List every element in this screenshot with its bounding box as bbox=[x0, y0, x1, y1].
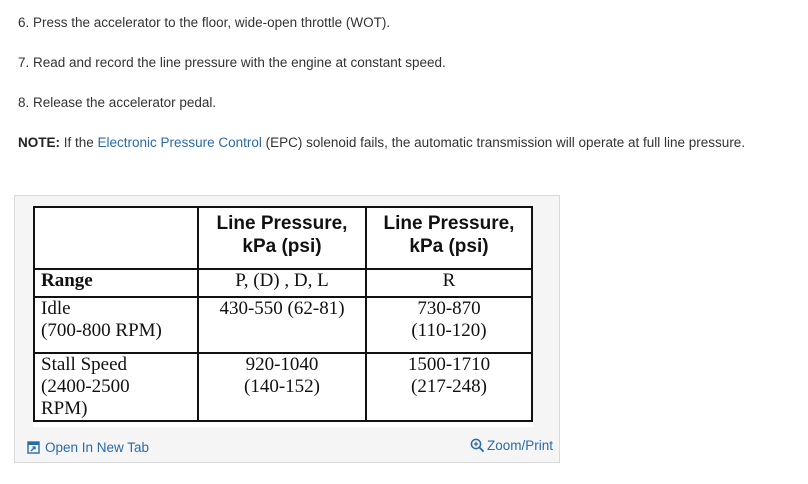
row-col2-cell bbox=[366, 353, 532, 421]
range-line1: Stall Speed bbox=[41, 354, 128, 375]
step-8: 8. Release the accelerator pedal. bbox=[18, 95, 217, 110]
range-line2: (700-800 RPM) bbox=[41, 320, 162, 341]
zoom-print-link[interactable] bbox=[470, 438, 553, 453]
zoom-icon bbox=[470, 438, 485, 453]
row-col2-cell bbox=[366, 297, 532, 353]
open-new-tab-icon bbox=[27, 441, 40, 454]
col1-line1: 920-1040 bbox=[245, 354, 319, 375]
header-col1 bbox=[198, 207, 366, 269]
range-line1: Idle bbox=[41, 298, 71, 319]
subheader-range: Range bbox=[34, 269, 198, 297]
range-line3: RPM) bbox=[41, 398, 88, 419]
header-col2-line2: kPa (psi) bbox=[409, 236, 489, 257]
header-col2 bbox=[366, 207, 532, 269]
header-col1-line1: Line Pressure, bbox=[216, 213, 348, 234]
epc-link[interactable]: Electronic Pressure Control bbox=[97, 135, 262, 150]
step-6: 6. Press the accelerator to the floor, wide-open throttle (WOT). bbox=[18, 15, 391, 30]
col2-line1: 1500-1710 bbox=[407, 354, 491, 375]
col1-line2: (140-152) bbox=[244, 376, 320, 397]
row-range-cell bbox=[34, 353, 198, 421]
header-col2-line1: Line Pressure, bbox=[383, 213, 515, 234]
row-col1-cell bbox=[198, 297, 366, 353]
subheader-col1: P, (D) , D, L bbox=[198, 269, 366, 297]
row-range-cell bbox=[34, 297, 198, 353]
row-col1-cell bbox=[198, 353, 366, 421]
col2-line2: (110-120) bbox=[411, 320, 487, 341]
header-empty-cell bbox=[34, 207, 198, 269]
open-in-new-tab-label: Open In New Tab bbox=[45, 440, 150, 455]
figure-container bbox=[14, 195, 560, 463]
note-paragraph bbox=[18, 134, 798, 152]
table-image bbox=[33, 206, 533, 427]
note-label: NOTE: bbox=[18, 135, 60, 150]
line-pressure-table bbox=[33, 206, 533, 422]
procedure-steps bbox=[18, 14, 798, 152]
note-text-after: (EPC) solenoid fails, the automatic transmission will operate at full line pressure. bbox=[261, 135, 746, 150]
header-col1-line2: kPa (psi) bbox=[242, 236, 322, 257]
range-line2: (2400-2500 bbox=[41, 376, 130, 397]
table-subheader-row bbox=[34, 269, 532, 297]
open-in-new-tab-link[interactable] bbox=[27, 440, 149, 455]
table-row bbox=[34, 297, 532, 353]
table-row bbox=[34, 353, 532, 421]
figure-footer bbox=[15, 440, 559, 460]
col1-line1: 430-550 (62-81) bbox=[219, 298, 345, 319]
note-text-before: If the bbox=[60, 135, 98, 150]
step-7: 7. Read and record the line pressure with the engine at constant speed. bbox=[18, 55, 446, 70]
subheader-col2: R bbox=[366, 269, 532, 297]
zoom-print-label: Zoom/Print bbox=[486, 438, 553, 453]
col2-line2: (217-248) bbox=[411, 376, 487, 397]
col2-line1: 730-870 bbox=[417, 298, 481, 319]
table-header-row bbox=[34, 207, 532, 269]
